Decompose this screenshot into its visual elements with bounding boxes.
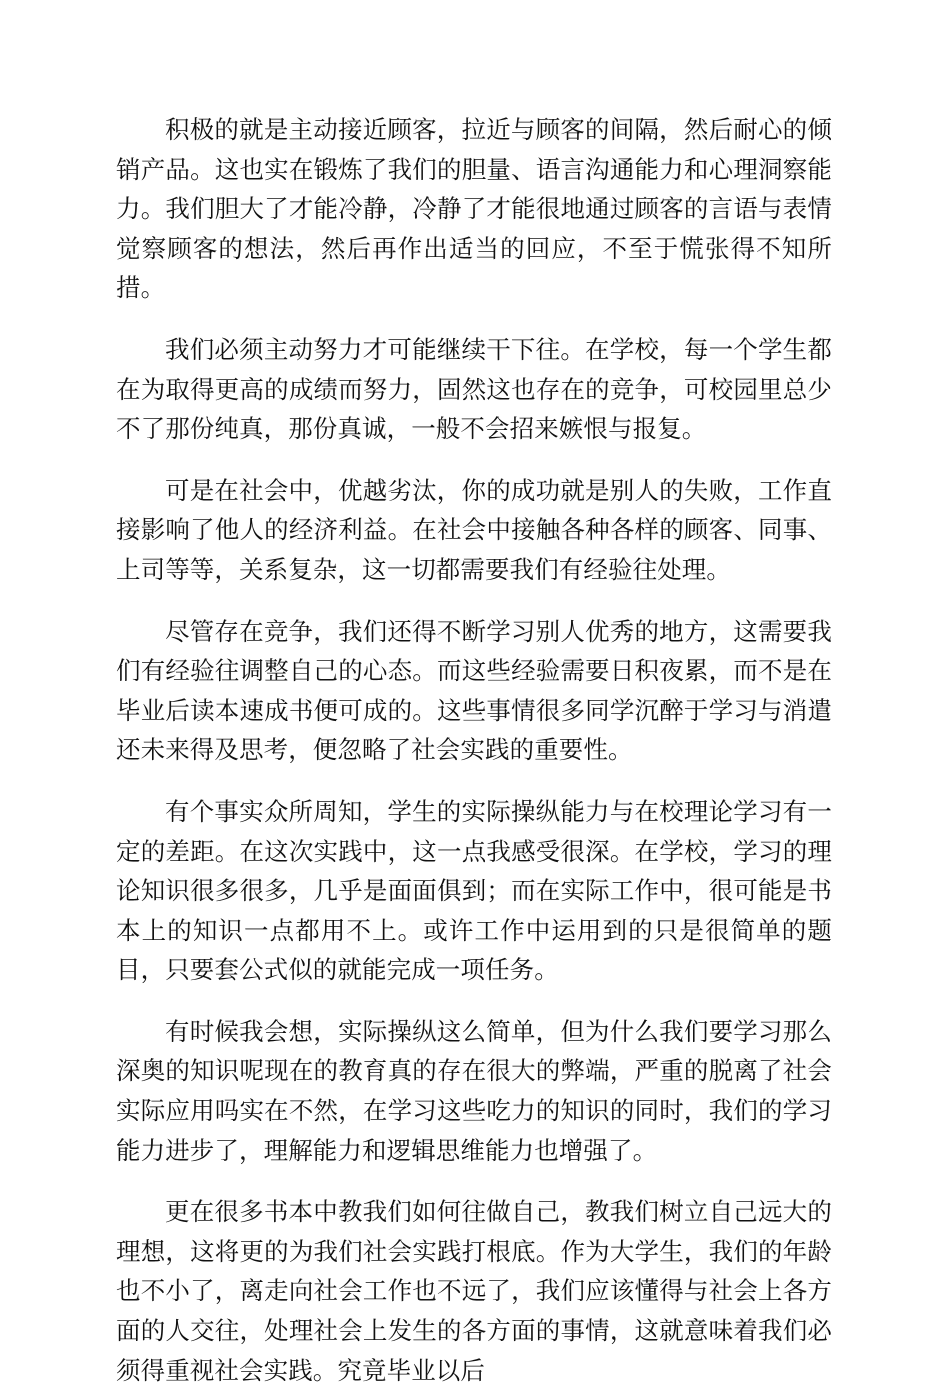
paragraph-1: 积极的就是主动接近顾客，拉近与顾客的间隔，然后耐心的倾销产品。这也实在锻炼了我们的胆量、语言沟通能力和心理洞察能力。我们胆大了才能冷静，冷静了才能很地通过顾客的言语与表情觉察顾客的想法，然后再作出适当的回应，不至于慌张得不知所措。	[116, 115, 832, 303]
paragraph-4: 尽管存在竞争，我们还得不断学习别人优秀的地方，这需要我们有经验往调整自己的心态。而这些经验需要日积夜累，而不是在毕业后读本速成书便可成的。这些事情很多同学沉醉于学习与消遣还未来得及思考，便忽略了社会实践的重要性。	[116, 616, 832, 765]
paragraph-6: 有时候我会想，实际操纵这么简单，但为什么我们要学习那么深奥的知识呢现在的教育真的存在很大的弊端，严重的脱离了社会实际应用吗实在不然，在学习这些吃力的知识的同时，我们的学习能力进步了，理解能力和逻辑思维能力也增强了。	[116, 1016, 832, 1165]
paragraph-5: 有个事实众所周知，学生的实际操纵能力与在校理论学习有一定的差距。在这次实践中，这一点我感受很深。在学校，学习的理论知识很多很多，几乎是面面俱到；而在实际工作中，很可能是书本上的知识一点都用不上。或许工作中运用到的只是很简单的题目，只要套公式似的就能完成一项任务。	[116, 796, 832, 985]
paragraph-3: 可是在社会中，优越劣汰，你的成功就是别人的失败，工作直接影响了他人的经济利益。在社会中接触各种各样的顾客、同事、上司等等，关系复杂，这一切都需要我们有经验往处理。	[116, 475, 832, 584]
paragraph-2: 我们必须主动努力才可能继续干下往。在学校，每一个学生都在为取得更高的成绩而努力，固然这也存在的竞争，可校园里总少不了那份纯真，那份真诚，一般不会招来嫉恨与报复。	[116, 334, 832, 444]
paragraph-7: 更在很多书本中教我们如何往做自己，教我们树立自己远大的理想，这将更的为我们社会实践打根底。作为大学生，我们的年龄也不小了，离走向社会工作也不远了，我们应该懂得与社会上各方面的人交往，处理社会上发生的各方面的事情，这就意味着我们必须得重视社会实践。究竟毕业以后	[116, 1197, 832, 1385]
